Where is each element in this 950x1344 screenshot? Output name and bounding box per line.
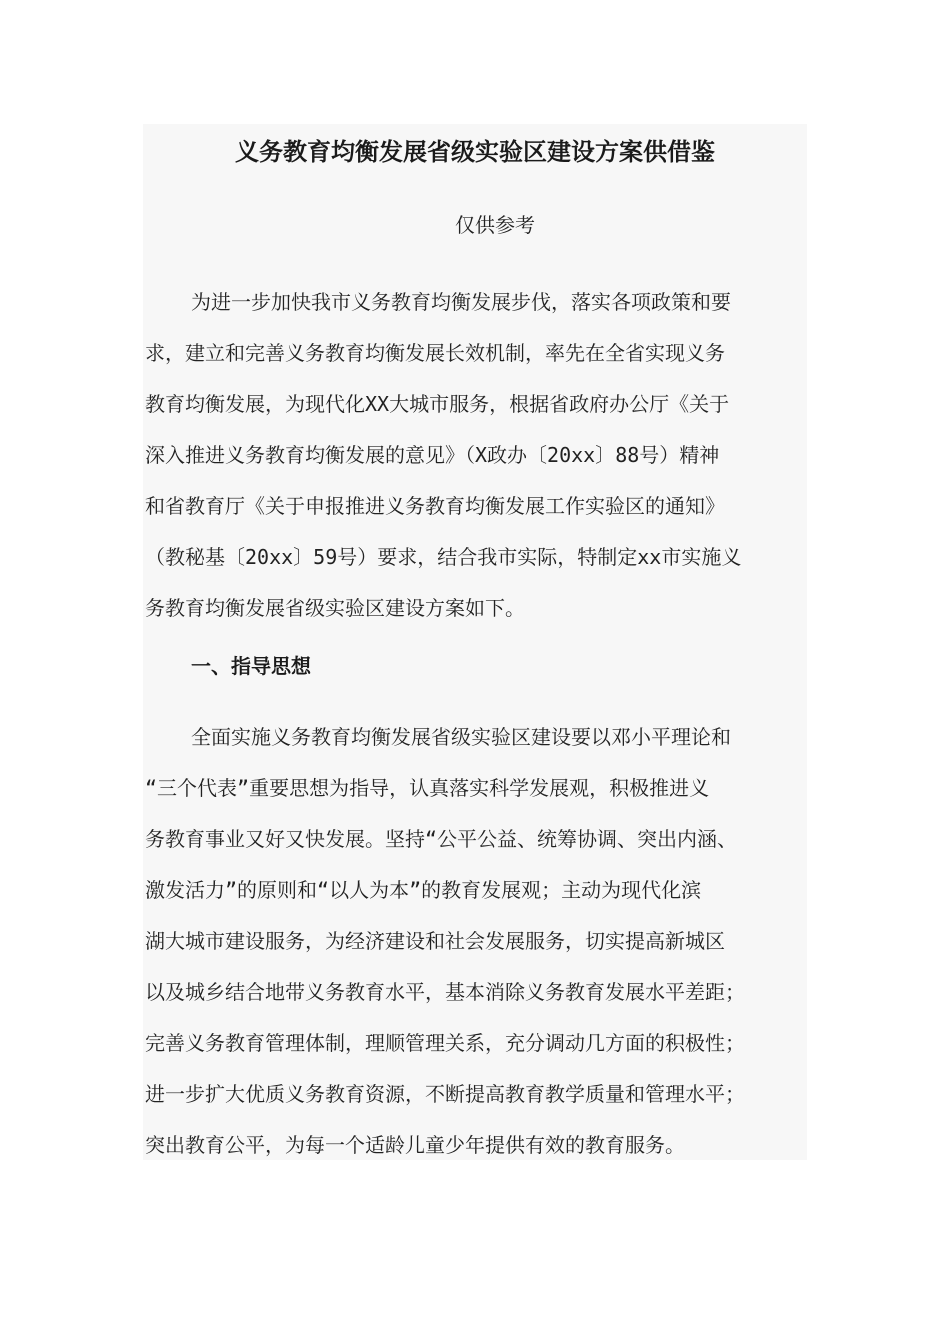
paragraph-line: 求，建立和完善义务教育均衡发展长效机制，率先在全省实现义务 xyxy=(145,341,725,365)
paragraph-line: 深入推进义务教育均衡发展的意见》（X政办〔20xx〕88号）精神 xyxy=(145,443,720,467)
section1-paragraph xyxy=(145,712,807,1171)
paragraph-line: 务教育事业又好又快发展。坚持“公平公益、统筹协调、突出内涵、 xyxy=(145,827,738,851)
intro-paragraph xyxy=(145,277,807,634)
paragraph-line: 和省教育厅《关于申报推进义务教育均衡发展工作实验区的通知》 xyxy=(145,494,725,518)
paragraph-line: 务教育均衡发展省级实验区建设方案如下。 xyxy=(145,596,525,620)
document-subtitle: 仅供参考 xyxy=(455,213,535,237)
paragraph-line: 完善义务教育管理体制，理顺管理关系，充分调动几方面的积极性； xyxy=(145,1031,745,1055)
paragraph-line: （教秘基〔20xx〕59号）要求，结合我市实际，特制定xx市实施义 xyxy=(145,545,742,569)
paragraph-line: 全面实施义务教育均衡发展省级实验区建设要以邓小平理论和 xyxy=(191,725,731,749)
paragraph-line: 突出教育公平，为每一个适龄儿童少年提供有效的教育服务。 xyxy=(145,1133,685,1157)
paragraph-line: “三个代表”重要思想为指导，认真落实科学发展观，积极推进义 xyxy=(145,776,710,800)
paragraph-line: 以及城乡结合地带义务教育水平，基本消除义务教育发展水平差距； xyxy=(145,980,745,1004)
section-heading: 一、指导思想 xyxy=(191,654,311,678)
document-page xyxy=(143,124,807,1160)
paragraph-line: 进一步扩大优质义务教育资源，不断提高教育教学质量和管理水平； xyxy=(145,1082,745,1106)
paragraph-line: 激发活力”的原则和“以人为本”的教育发展观；主动为现代化滨 xyxy=(145,878,702,902)
paragraph-line: 教育均衡发展，为现代化XX大城市服务，根据省政府办公厅《关于 xyxy=(145,392,730,416)
document-title: 义务教育均衡发展省级实验区建设方案供借鉴 xyxy=(235,137,715,166)
paragraph-line: 为进一步加快我市义务教育均衡发展步伐，落实各项政策和要 xyxy=(191,290,731,314)
paragraph-line: 湖大城市建设服务，为经济建设和社会发展服务，切实提高新城区 xyxy=(145,929,725,953)
